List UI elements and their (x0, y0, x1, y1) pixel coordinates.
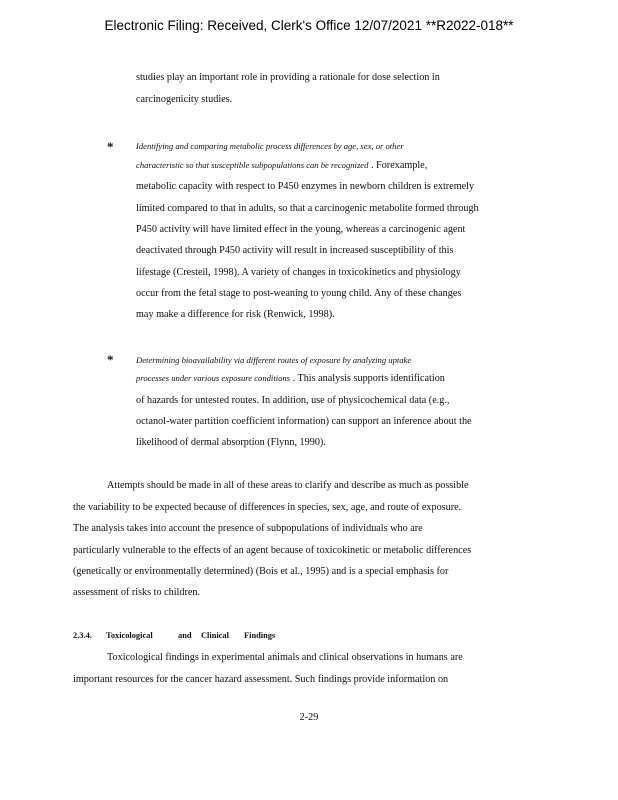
bullet1-line-7: may make a difference for risk (Renwick, 1998). (136, 309, 335, 320)
bullet1-line-1: metabolic capacity with respect to P450 enzymes in newborn children is extremely (136, 181, 475, 192)
section-title-word-1: Toxicological (106, 631, 153, 640)
bullet-marker-2: * (107, 352, 114, 367)
paragraph-line-4: particularly vulnerable to the effects of an agent because of toxicokinetic or metabolic differences (73, 545, 472, 556)
bullet2-first-line (136, 373, 445, 384)
filing-header: Electronic Filing: Received, Clerk's Office 12/07/2021 **R2022-018** (104, 18, 514, 33)
bullet1-line-2: limited compared to that in adults, so that a carcinogenic metabolite formed through (136, 203, 479, 214)
bullet2-line-1: of hazards for untested routes. In addition, use of physicochemical data (e.g., (136, 395, 450, 406)
bullet2-tail: . This analysis supports identification (292, 373, 445, 384)
paragraph-line-5: (genetically or environmentally determined) (Bois et al., 1995) and is a special emphasis for (73, 566, 449, 577)
intro-line-2: carcinogenicity studies. (136, 94, 233, 105)
section-line-1: Toxicological findings in experimental animals and clinical observations in humans are (107, 652, 463, 663)
intro-text-1: studies play an important role in providing a rationale for dose selection in (136, 72, 440, 83)
intro-line-1 (136, 72, 496, 83)
section-number: 2.3.4. (73, 631, 92, 640)
bullet1-line-5: lifestage (Cresteil, 1998). A variety of changes in toxicokinetics and physiology (136, 267, 461, 278)
bullet1-tail: . Forexample, (370, 160, 428, 171)
bullet1-line-3: P450 activity will have limited effect in the young, whereas a carcinogenic agent (136, 224, 466, 235)
bullet1-italic-line-2: characteristic so that susceptible subpopulations can be recognized (136, 160, 369, 170)
section-title-word-2: and (178, 631, 192, 640)
bullet-marker-1: * (107, 139, 114, 154)
bullet1-italic-line-1: Identifying and comparing metabolic process differences by age, sex, or other (136, 141, 404, 151)
bullet2-italic-line-2: processes under various exposure conditions (136, 373, 291, 383)
page-number: 2-29 (299, 712, 319, 723)
bullet1-first-line (136, 160, 427, 171)
section-line-2: important resources for the cancer hazard assessment. Such findings provide information on (73, 674, 449, 685)
bullet2-line-2: octanol-water partition coefficient information) can support an inference about the (136, 416, 472, 427)
section-title-word-3: Clinical (201, 631, 229, 640)
section-title-word-4: Findings (244, 631, 276, 640)
paragraph-line-2: the variability to be expected because of differences in species, sex, age, and route of exposure. (73, 502, 462, 513)
paragraph-line-3: The analysis takes into account the presence of subpopulations of individuals who are (73, 523, 423, 534)
paragraph-line-1: Attempts should be made in all of these areas to clarify and describe as much as possible (107, 480, 469, 491)
bullet2-line-3: likelihood of dermal absorption (Flynn, 1990). (136, 437, 326, 448)
bullet1-line-4: deactivated through P450 activity will result in increased susceptibility of this (136, 245, 454, 256)
paragraph-line-6: assessment of risks to children. (73, 587, 201, 598)
bullet1-line-6: occur from the fetal stage to post-weaning to young child. Any of these changes (136, 288, 462, 299)
bullet2-italic-line-1: Determining bioavailability via different routes of exposure by analyzing uptake (136, 355, 412, 365)
